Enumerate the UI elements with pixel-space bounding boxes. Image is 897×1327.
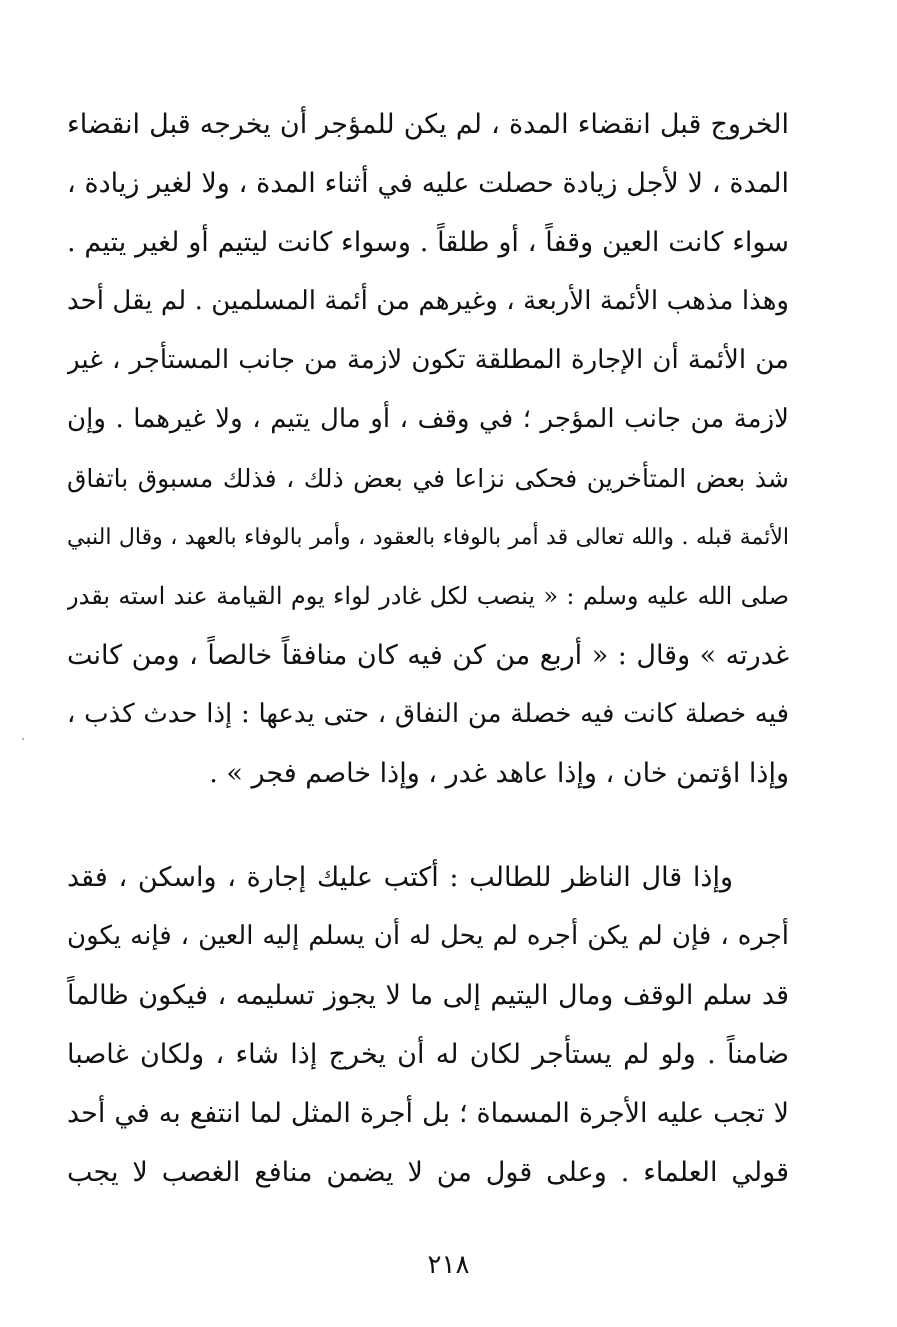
text-line: لازمة من جانب المؤجر ؛ في وقف ، أو مال يتيم ، ولا غيرهما . وإن	[67, 404, 789, 434]
text-line: الأئمة قبله . والله تعالى قد أمر بالوفاء بالعقود ، وأمر بالوفاء بالعهد ، وقال النبي	[67, 525, 789, 550]
text-line: ضامناً . ولو لم يستأجر لكان له أن يخرج إذا شاء ، ولكان غاصبا	[67, 1039, 789, 1070]
text-line: من الأئمة أن الإجارة المطلقة تكون لازمة من جانب المستأجر ، غير	[67, 345, 789, 375]
paragraph-1	[67, 95, 789, 803]
text-line: وإذا اؤتمن خان ، وإذا عاهد غدر ، وإذا خاصم فجر » .	[209, 758, 789, 789]
margin-speck	[22, 738, 24, 740]
text-line: غدرته » وقال : « أربع من كن فيه كان منافقاً خالصاً ، ومن كانت	[67, 640, 789, 671]
text-line: قد سلم الوقف ومال اليتيم إلى ما لا يجوز تسليمه ، فيكون ظالماً	[67, 980, 789, 1011]
paragraph-2	[67, 848, 789, 1202]
text-line: المدة ، لا لأجل زيادة حصلت عليه في أثناء المدة ، ولا لغير زيادة ،	[67, 168, 789, 199]
text-line: سواء كانت العين وقفاً ، أو طلقاً . وسواء كانت ليتيم أو لغير يتيم .	[67, 227, 789, 258]
text-line: وإذا قال الناظر للطالب : أكتب عليك إجارة ، واسكن ، فقد	[67, 862, 733, 893]
text-line: وهذا مذهب الأئمة الأربعة ، وغيرهم من أئمة المسلمين . لم يقل أحد	[67, 286, 789, 316]
text-line: شذ بعض المتأخرين فحكى نزاعا في بعض ذلك ، فذلك مسبوق باتفاق	[67, 464, 789, 493]
text-line: أجره ، فإن لم يكن أجره لم يحل له أن يسلم إليه العين ، فإنه يكون	[67, 921, 789, 951]
text-line: قولي العلماء . وعلى قول من لا يضمن منافع الغصب لا يجب	[67, 1157, 789, 1188]
text-line: الخروج قبل انقضاء المدة ، لم يكن للمؤجر أن يخرجه قبل انقضاء	[67, 109, 789, 140]
text-line: فيه خصلة كانت فيه خصلة من النفاق ، حتى يدعها : إذا حدث كذب ،	[67, 699, 789, 729]
page-number: ٢١٨	[427, 1250, 470, 1280]
text-line: صلى الله عليه وسلم : « ينصب لكل غادر لواء يوم القيامة عند استه بقدر	[67, 582, 789, 610]
text-line: لا تجب عليه الأجرة المسماة ؛ بل أجرة المثل لما انتفع به في أحد	[67, 1098, 789, 1129]
